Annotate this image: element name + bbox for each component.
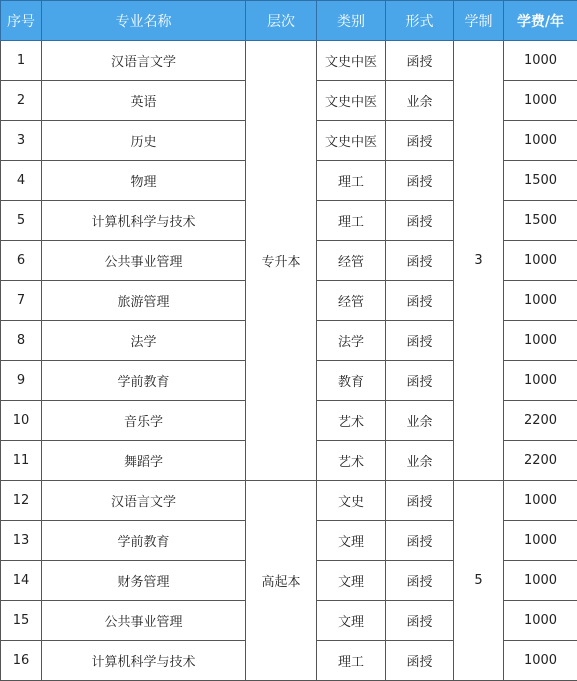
row-number: 12 <box>1 481 42 521</box>
row-number: 16 <box>1 641 42 681</box>
fee-cell: 1000 <box>504 241 577 281</box>
form-cell: 函授 <box>386 201 454 241</box>
major-name: 公共事业管理 <box>42 241 246 281</box>
major-name: 汉语言文学 <box>42 41 246 81</box>
form-cell: 函授 <box>386 361 454 401</box>
category-cell: 理工 <box>317 161 386 201</box>
form-cell: 业余 <box>386 81 454 121</box>
major-name: 音乐学 <box>42 401 246 441</box>
row-number: 6 <box>1 241 42 281</box>
row-number: 3 <box>1 121 42 161</box>
fee-cell: 1000 <box>504 81 577 121</box>
form-cell: 函授 <box>386 321 454 361</box>
form-cell: 业余 <box>386 401 454 441</box>
form-cell: 函授 <box>386 601 454 641</box>
fee-cell: 1000 <box>504 561 577 601</box>
fee-cell: 1000 <box>504 601 577 641</box>
duration-cell: 3 <box>454 41 504 481</box>
major-name: 计算机科学与技术 <box>42 641 246 681</box>
category-cell: 文理 <box>317 601 386 641</box>
major-name: 法学 <box>42 321 246 361</box>
major-name: 英语 <box>42 81 246 121</box>
category-cell: 文史中医 <box>317 41 386 81</box>
form-cell: 函授 <box>386 521 454 561</box>
header-category: 类别 <box>317 1 386 41</box>
form-cell: 函授 <box>386 641 454 681</box>
form-cell: 函授 <box>386 161 454 201</box>
table-row <box>1 41 577 81</box>
row-number: 14 <box>1 561 42 601</box>
fee-cell: 1500 <box>504 201 577 241</box>
row-number: 8 <box>1 321 42 361</box>
header-duration: 学制 <box>454 1 504 41</box>
category-cell: 文史中医 <box>317 81 386 121</box>
row-number: 15 <box>1 601 42 641</box>
major-name: 财务管理 <box>42 561 246 601</box>
category-cell: 法学 <box>317 321 386 361</box>
category-cell: 文史中医 <box>317 121 386 161</box>
header-level: 层次 <box>246 1 317 41</box>
category-cell: 文理 <box>317 561 386 601</box>
major-name: 旅游管理 <box>42 281 246 321</box>
duration-cell: 5 <box>454 481 504 681</box>
category-cell: 文史 <box>317 481 386 521</box>
fee-cell: 1000 <box>504 41 577 81</box>
row-number: 1 <box>1 41 42 81</box>
category-cell: 艺术 <box>317 441 386 481</box>
fee-cell: 1000 <box>504 641 577 681</box>
form-cell: 函授 <box>386 121 454 161</box>
row-number: 11 <box>1 441 42 481</box>
category-cell: 理工 <box>317 641 386 681</box>
fee-cell: 1000 <box>504 321 577 361</box>
fee-cell: 1500 <box>504 161 577 201</box>
row-number: 7 <box>1 281 42 321</box>
fee-cell: 2200 <box>504 441 577 481</box>
major-name: 计算机科学与技术 <box>42 201 246 241</box>
header-form: 形式 <box>386 1 454 41</box>
row-number: 4 <box>1 161 42 201</box>
fee-cell: 1000 <box>504 121 577 161</box>
row-number: 2 <box>1 81 42 121</box>
major-name: 学前教育 <box>42 361 246 401</box>
major-name: 学前教育 <box>42 521 246 561</box>
table-row <box>1 481 577 521</box>
category-cell: 教育 <box>317 361 386 401</box>
category-cell: 经管 <box>317 241 386 281</box>
row-number: 9 <box>1 361 42 401</box>
major-name: 公共事业管理 <box>42 601 246 641</box>
major-name: 汉语言文学 <box>42 481 246 521</box>
form-cell: 函授 <box>386 561 454 601</box>
form-cell: 函授 <box>386 481 454 521</box>
category-cell: 文理 <box>317 521 386 561</box>
table-body <box>1 41 577 681</box>
fee-cell: 1000 <box>504 361 577 401</box>
form-cell: 函授 <box>386 41 454 81</box>
major-name: 物理 <box>42 161 246 201</box>
form-cell: 业余 <box>386 441 454 481</box>
level-cell: 专升本 <box>246 41 317 481</box>
category-cell: 理工 <box>317 201 386 241</box>
fee-cell: 2200 <box>504 401 577 441</box>
form-cell: 函授 <box>386 241 454 281</box>
category-cell: 经管 <box>317 281 386 321</box>
level-cell: 高起本 <box>246 481 317 681</box>
major-name: 舞蹈学 <box>42 441 246 481</box>
row-number: 5 <box>1 201 42 241</box>
fee-cell: 1000 <box>504 281 577 321</box>
row-number: 10 <box>1 401 42 441</box>
header-no: 序号 <box>1 1 42 41</box>
header-row <box>1 1 577 41</box>
category-cell: 艺术 <box>317 401 386 441</box>
major-name: 历史 <box>42 121 246 161</box>
header-major: 专业名称 <box>42 1 246 41</box>
fee-cell: 1000 <box>504 521 577 561</box>
fee-cell: 1000 <box>504 481 577 521</box>
row-number: 13 <box>1 521 42 561</box>
header-fee: 学费/年 <box>504 1 577 41</box>
form-cell: 函授 <box>386 281 454 321</box>
